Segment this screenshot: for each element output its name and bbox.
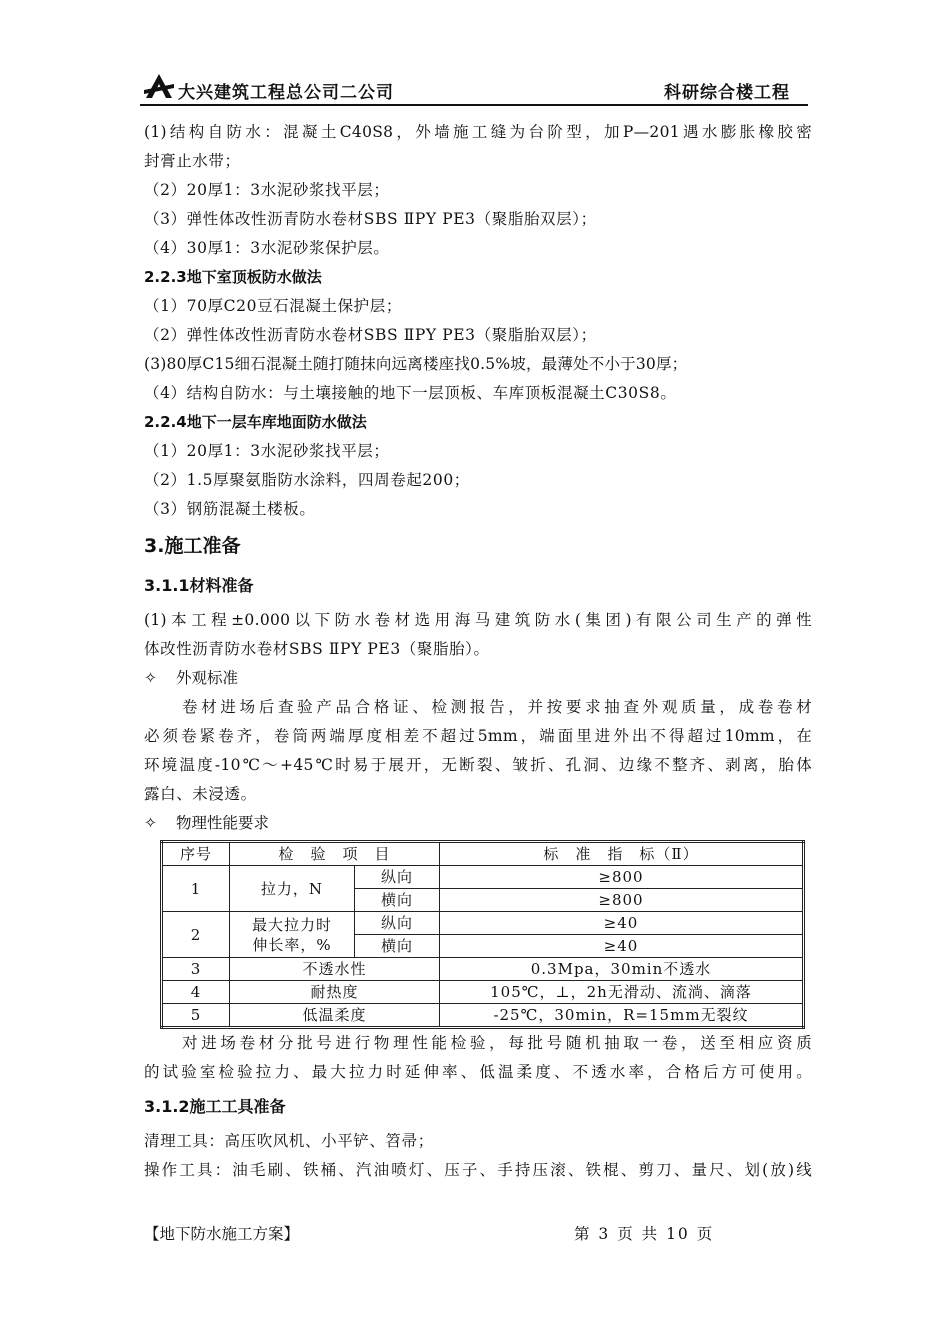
company-logo-icon — [144, 72, 174, 98]
table-cell: ≥40 — [440, 935, 804, 958]
list-item: （1）20厚1：3水泥砂浆找平层； — [144, 442, 390, 460]
table-row — [162, 866, 804, 889]
list-item: （3）钢筋混凝土楼板。 — [144, 500, 316, 518]
table-cell: 低温柔度 — [230, 1004, 440, 1028]
paragraph-line: 封膏止水带； — [144, 152, 241, 170]
paragraph-line: 清理工具：高压吹风机、小平铲、笤帚； — [144, 1132, 434, 1150]
bullet-label: 外观标准 — [176, 669, 239, 687]
paragraph-line: 露白、未浸透。 — [144, 785, 257, 803]
paragraph-line: 必须卷紧卷齐，卷筒两端厚度相差不超过5mm，端面里进外出不得超过10mm，在 — [144, 727, 812, 745]
subsection-heading: 3.1.1材料准备 — [144, 576, 254, 595]
section-heading: 2.2.3地下室顶板防水做法 — [144, 268, 322, 286]
table-row — [162, 1004, 804, 1028]
table-header-cell: 序号 — [162, 842, 230, 866]
table-cell: 3 — [162, 958, 230, 981]
table-header-row — [162, 842, 804, 866]
paragraph-line: 操作工具：油毛刷、铁桶、汽油喷灯、压子、手持压滚、铁棍、剪刀、量尺、划(放)线 — [144, 1161, 812, 1179]
table-cell: 耐热度 — [230, 981, 440, 1004]
list-item: （2）弹性体改性沥青防水卷材SBS ⅡPY PE3（聚脂胎双层）； — [144, 326, 597, 344]
bullet-label: 物理性能要求 — [176, 814, 270, 832]
diamond-bullet-icon: ✧ — [144, 669, 157, 687]
table-cell: 纵向 — [355, 866, 440, 889]
subsection-heading: 3.1.2施工工具准备 — [144, 1097, 286, 1116]
page-header — [140, 64, 808, 106]
paragraph-line: 对进场卷材分批号进行物理性能检验，每批号随机抽取一卷，送至相应资质 — [182, 1034, 812, 1052]
page-number: 第 3 页 共 10 页 — [574, 1225, 715, 1243]
list-item: （2）20厚1：3水泥砂浆找平层； — [144, 181, 390, 199]
bullet-item — [144, 664, 812, 693]
table-cell: 横向 — [355, 889, 440, 912]
paragraph-line: 的试验室检验拉力、最大拉力时延伸率、低温柔度、不透水率，合格后方可使用。 — [144, 1063, 812, 1081]
paragraph-line: (1)本工程±0.000以下防水卷材选用海马建筑防水(集团)有限公司生产的弹性 — [144, 611, 812, 629]
list-item: （4）30厚1：3水泥砂浆保护层。 — [144, 239, 390, 257]
table-cell: 纵向 — [355, 912, 440, 935]
table-cell: ≥800 — [440, 866, 804, 889]
table-cell: 2 — [162, 912, 230, 958]
list-item: （4）结构自防水：与土壤接触的地下一层顶板、车库顶板混凝土C30S8。 — [144, 384, 677, 402]
table-row — [162, 912, 804, 935]
diamond-bullet-icon: ✧ — [144, 814, 157, 832]
paragraph-line: 环境温度-10℃～+45℃时易于展开，无断裂、皱折、孔洞、边缘不整齐、剥离，胎体 — [144, 756, 812, 774]
project-name: 科研综合楼工程 — [664, 83, 790, 103]
list-item: (3)80厚C15细石混凝土随打随抹向远离楼座找0.5%坡，最薄处不小于30厚； — [144, 355, 688, 373]
table-cell: 4 — [162, 981, 230, 1004]
list-item: （1）70厚C20豆石混凝土保护层； — [144, 297, 402, 315]
table-cell: 1 — [162, 866, 230, 912]
table-cell: 0.3Mpa，30min不透水 — [440, 958, 804, 981]
table-cell: -25℃，30min，R=15mm无裂纹 — [440, 1004, 804, 1028]
list-item: （3）弹性体改性沥青防水卷材SBS ⅡPY PE3（聚脂胎双层）； — [144, 210, 597, 228]
table-row — [162, 958, 804, 981]
table-row — [162, 981, 804, 1004]
document-title: 【地下防水施工方案】 — [144, 1225, 300, 1243]
paragraph-line: (1)结构自防水：混凝土C40S8，外墙施工缝为台阶型，加P—201遇水膨胀橡胶密 — [144, 123, 812, 141]
table-cell: 5 — [162, 1004, 230, 1028]
table-cell: 横向 — [355, 935, 440, 958]
table-cell — [230, 912, 355, 958]
table-cell: 105℃，⊥，2h无滑动、流淌、滴落 — [440, 981, 804, 1004]
physical-properties-table — [160, 840, 805, 1029]
chapter-heading: 3.施工准备 — [144, 535, 241, 557]
bullet-item — [144, 809, 812, 838]
table-header-cell: 检 验 项 目 — [230, 842, 440, 866]
list-item: （2）1.5厚聚氨脂防水涂料，四周卷起200； — [144, 471, 470, 489]
page-content — [144, 118, 812, 1185]
table-cell: 拉力，N — [230, 866, 355, 912]
paragraph-line: 体改性沥青防水卷材SBS ⅡPY PE3（聚脂胎）。 — [144, 640, 490, 658]
table-cell: ≥800 — [440, 889, 804, 912]
company-name: 大兴建筑工程总公司二公司 — [178, 83, 394, 103]
section-heading: 2.2.4地下一层车库地面防水做法 — [144, 413, 367, 431]
table-cell: 不透水性 — [230, 958, 440, 981]
table-cell-line: 最大拉力时 — [251, 915, 332, 934]
table-cell: ≥40 — [440, 912, 804, 935]
table-header-cell: 标 准 指 标（Ⅱ） — [440, 842, 804, 866]
table-cell-line: 伸长率，% — [252, 935, 332, 954]
paragraph-line: 卷材进场后查验产品合格证、检测报告，并按要求抽查外观质量，成卷卷材 — [182, 698, 812, 716]
